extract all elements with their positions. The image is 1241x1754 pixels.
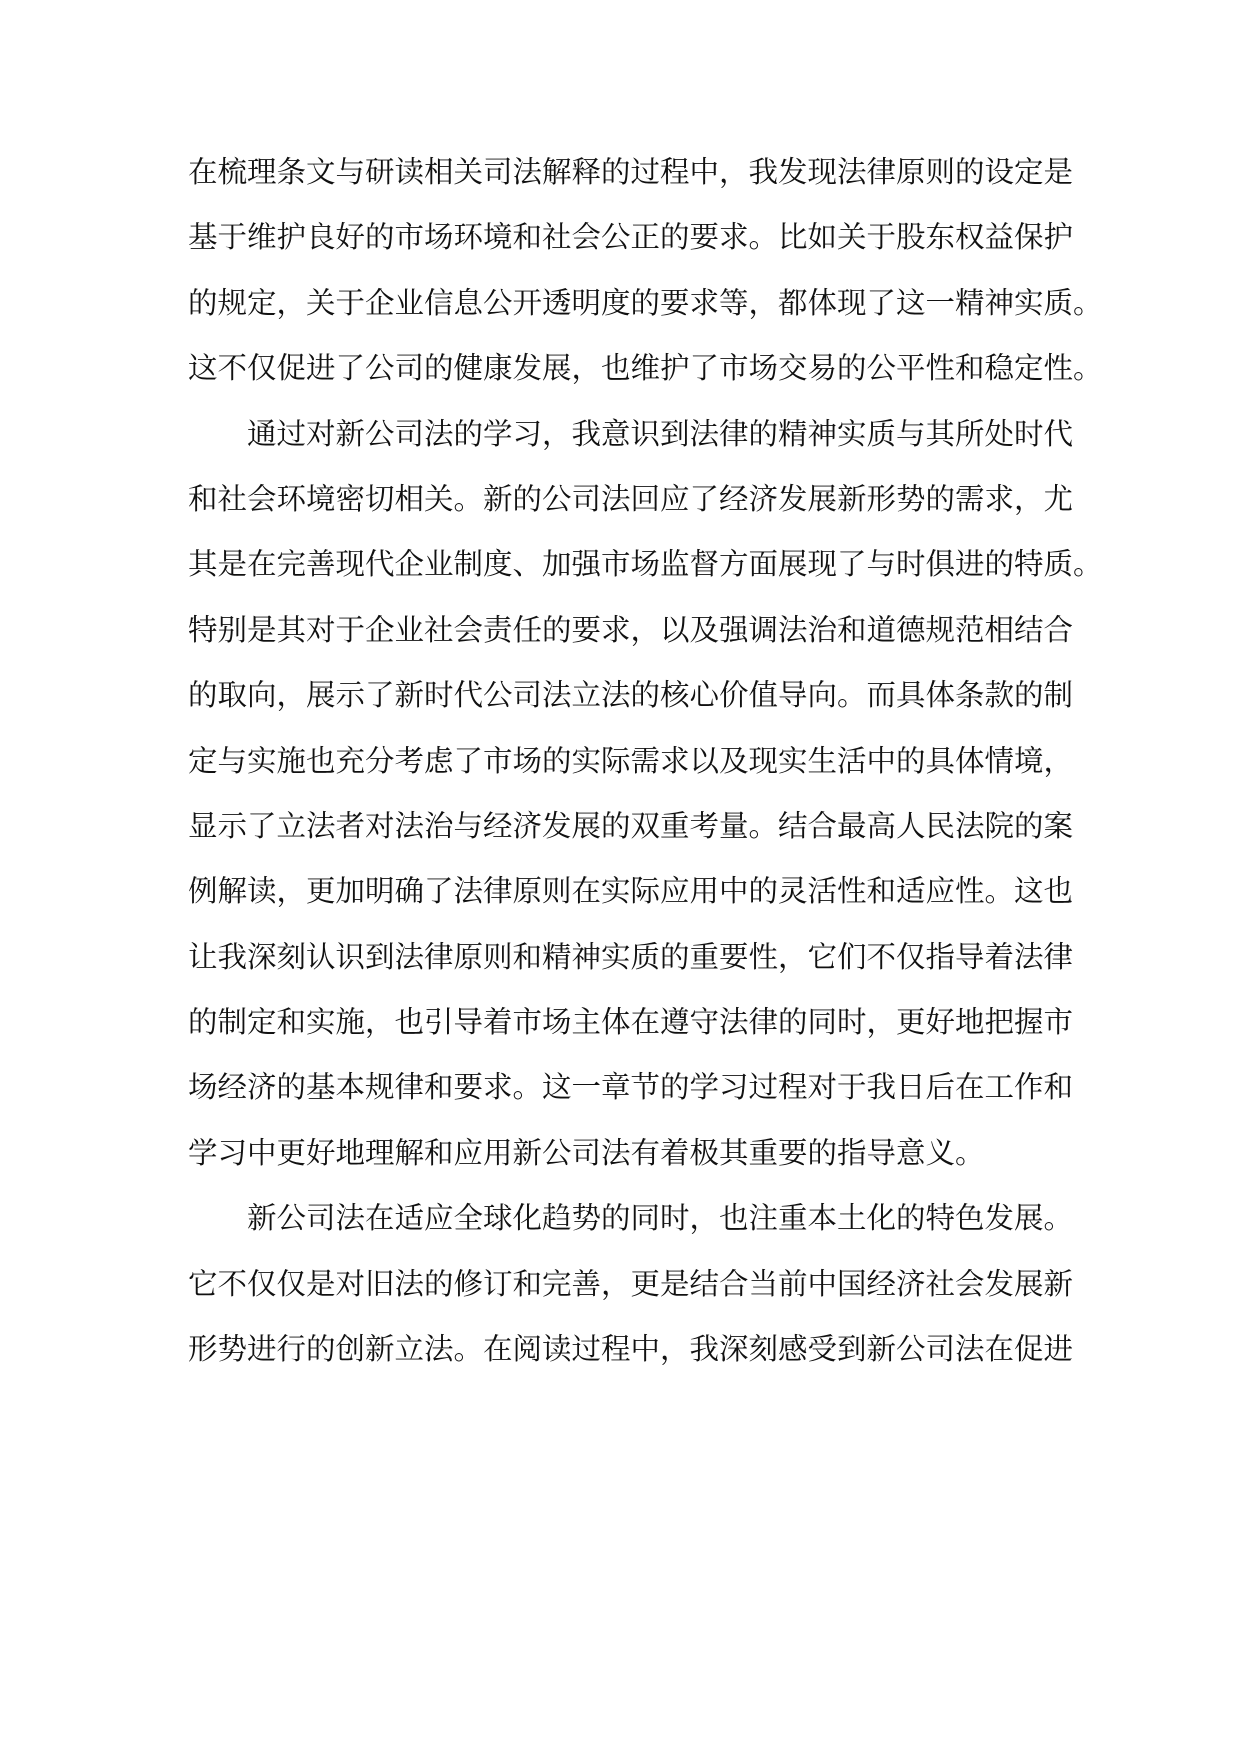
text-line: 其是在完善现代企业制度、加强市场监督方面展现了与时俱进的特质。 (188, 547, 1103, 582)
text-line: 的规定，关于企业信息公开透明度的要求等，都体现了这一精神实质。 (188, 285, 1103, 320)
body-text (188, 140, 1103, 1382)
text-line: 形势进行的创新立法。在阅读过程中，我深刻感受到新公司法在促进 (188, 1332, 1074, 1367)
text-line: 和社会环境密切相关。新的公司法回应了经济发展新形势的需求，尤 (188, 481, 1074, 516)
text-line: 显示了立法者对法治与经济发展的双重考量。结合最高人民法院的案 (188, 808, 1074, 843)
text-line: 这不仅促进了公司的健康发展，也维护了市场交易的公平性和稳定性。 (188, 351, 1103, 386)
text-line: 让我深刻认识到法律原则和精神实质的重要性，它们不仅指导着法律 (188, 939, 1074, 974)
text-line: 学习中更好地理解和应用新公司法有着极其重要的指导意义。 (188, 1135, 985, 1170)
text-line: 定与实施也充分考虑了市场的实际需求以及现实生活中的具体情境， (188, 743, 1074, 778)
text-line: 在梳理条文与研读相关司法解释的过程中，我发现法律原则的设定是 (188, 155, 1074, 189)
text-line: 场经济的基本规律和要求。这一章节的学习过程对于我日后在工作和 (188, 1070, 1074, 1105)
text-line: 的取向，展示了新时代公司法立法的核心价值导向。而具体条款的制 (188, 678, 1074, 713)
text-line: 例解读，更加明确了法律原则在实际应用中的灵活性和适应性。这也 (188, 874, 1074, 909)
paragraph-start-line: 通过对新公司法的学习，我意识到法律的精神实质与其所处时代 (247, 416, 1074, 451)
paragraph-start-line: 新公司法在适应全球化趋势的同时，也注重本土化的特色发展。 (247, 1201, 1074, 1236)
text-line: 特别是其对于企业社会责任的要求，以及强调法治和道德规范相结合 (188, 612, 1074, 647)
text-line: 它不仅仅是对旧法的修订和完善，更是结合当前中国经济社会发展新 (188, 1266, 1074, 1301)
text-line: 的制定和实施，也引导着市场主体在遵守法律的同时，更好地把握市 (188, 1005, 1074, 1040)
text-line: 基于维护良好的市场环境和社会公正的要求。比如关于股东权益保护 (188, 220, 1074, 255)
